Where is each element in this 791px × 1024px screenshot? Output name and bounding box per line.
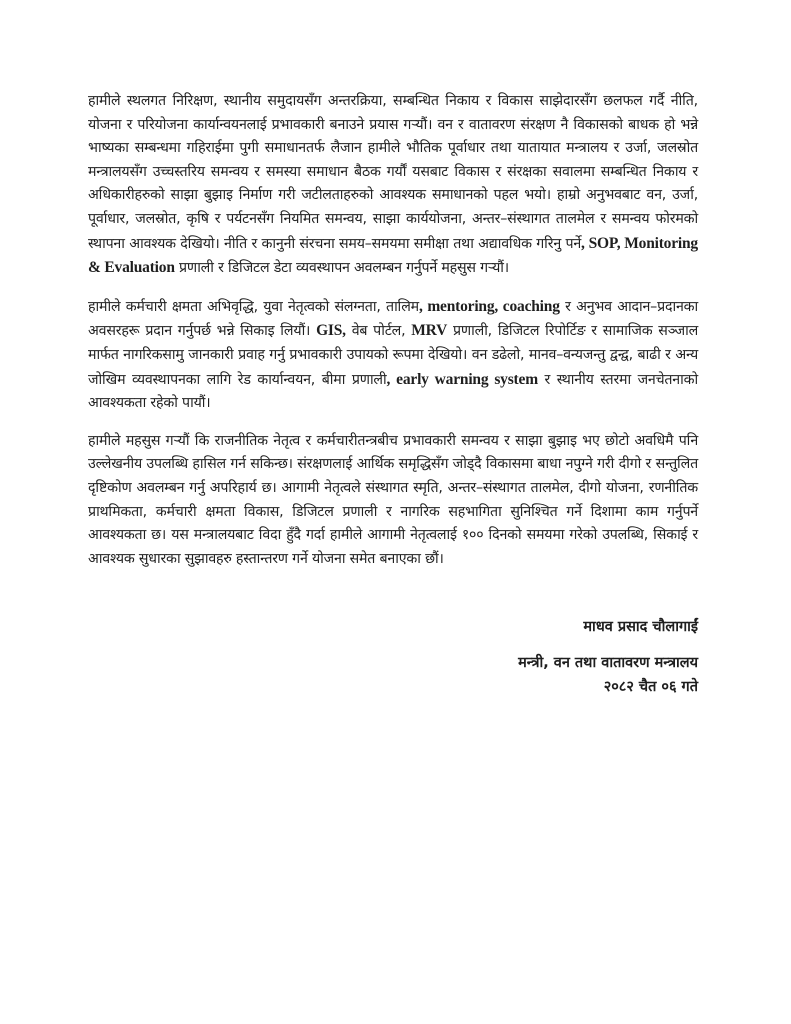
signatory-designation: मन्त्री, वन तथा वातावरण मन्त्रालय [518, 655, 698, 671]
paragraph-2-bold-mentoring: , mentoring, coaching [418, 297, 560, 315]
paragraph-2-text-3: वेब पोर्टल, [345, 323, 412, 340]
paragraph-1-text-1: हामीले स्थलगत निरिक्षण, स्थानीय समुदायसँग अन्तरक्रिया, सम्बन्धित निकाय र विकास साझेदारसँग छलफल गर्दै नीति, योजना र परियोजना कार्यान्वयनलाई प्रभावकारी बनाउने प्रयास गर्‍यौं। वन र वातावरण संरक्षण नै विकासको बाधक हो भन्ने भाष्यका सम्बन्धमा गहिराईमा पुगी समाधानतर्फ लैजान हामीले भौतिक पूर्वाधार तथा यातायात मन्त्रालय र उर्जा, जलस्रोत मन्त्रालयसँग उच्चस्तरिय समन्वय र समस्या समाधान बैठक गर्यौं यसबाट विकास र संरक्षका सवालमा सम्बन्धित निकाय र अधिकारीहरुको साझा बुझाइ निर्माण गरी जटीलताहरुको आवश्यक समाधानको पहल भयो। हाम्रो अनुभवबाट वन, उर्जा, पूर्वाधार, जलस्रोत, कृषि र पर्यटनसँग नियमित समन्वय, साझा कार्ययोजना, अन्तर–संस्थागत तालमेल र समन्वय फोरमको स्थापना आवश्यक देखियो। नीति र कानुनी संरचना समय–समयमा समीक्षा तथा अद्यावधिक गरिनु पर्ने [88, 93, 698, 252]
paragraph-2-bold-gis: GIS, [316, 322, 346, 340]
paragraph-2-text-2: र अनुभव आदान–प्रदानका अवसरहरू प्रदान गर्नुपर्छ भन्ने सिकाइ लियौं। [88, 298, 698, 340]
paragraph-3 [88, 430, 698, 572]
paragraph-2-bold-early-warning: , early warning system [386, 370, 538, 388]
document-body [88, 90, 698, 571]
signature-date: २०८२ चैत ०६ गते [603, 679, 698, 695]
signatory-name: माधव प्रसाद चौलागाईं [583, 619, 698, 635]
paragraph-2-text-1: हामीले कर्मचारी क्षमता अभिवृद्धि, युवा नेतृत्वको संलग्नता, तालिम [88, 298, 419, 315]
paragraph-2 [88, 295, 698, 416]
paragraph-2-text-4: प्रणाली, डिजिटल रिपोर्टिङ र सामाजिक सञ्जाल मार्फत नागरिकसामु जानकारी प्रवाह गर्नु प्रभावकारी उपायको रूपमा देखियो। वन डढेलो, मानव–वन्यजन्तु द्वन्द्व, बाढी र अन्य जोखिम व्यवस्थापनका लागि रेड कार्यान्वयन, बीमा प्रणाली [88, 323, 699, 388]
paragraph-1-text-2: प्रणाली र डिजिटल डेटा व्यवस्थापन अवलम्बन गर्नुपर्ने महसुस गर्‍यौं। [174, 260, 509, 277]
paragraph-3-text-1: हामीले महसुस गर्‍यौं कि राजनीतिक नेतृत्व र कर्मचारीतन्त्रबीच प्रभावकारी समन्वय र साझा बुझाइ भए छोटो अवधिमै पनि उल्लेखनीय उपलब्धि हासिल गर्न सकिन्छ। संरक्षणलाई आर्थिक समृद्धिसँग जोड्दै विकासमा बाधा नपुग्ने गरी दीगो र सन्तुलित दृष्टिकोण अवलम्बन गर्नु अपरिहार्य छ। आगामी नेतृत्वले संस्थागत स्मृति, अन्तर–संस्थागत तालमेल, दीगो योजना, रणनीतिक प्राथमिकता, कर्मचारी क्षमता विकास, डिजिटल प्रणाली र नागरिक सहभागिता सुनिश्चित गर्ने दिशामा काम गर्नुपर्ने आवश्यकता छ। यस मन्त्रालयबाट विदा हुँदै गर्दा हामीले आगामी नेतृत्वलाई १०० दिनको समयमा गरेको उपलब्धि, सिकाई र आवश्यक सुधारका सुझावहरु हस्तान्तरण गर्ने योजना समेत बनाएका छौं। [88, 432, 698, 567]
paragraph-2-bold-mrv: MRV [411, 322, 448, 340]
signature-block [518, 615, 698, 699]
paragraph-1 [88, 90, 698, 281]
paragraph-2-text-5: र स्थानीय स्तरमा जनचेतनाको आवश्यकता रहेको पायौं। [88, 371, 699, 412]
paragraph-1-bold-terms: , SOP, Monitoring & Evaluation [88, 234, 698, 277]
